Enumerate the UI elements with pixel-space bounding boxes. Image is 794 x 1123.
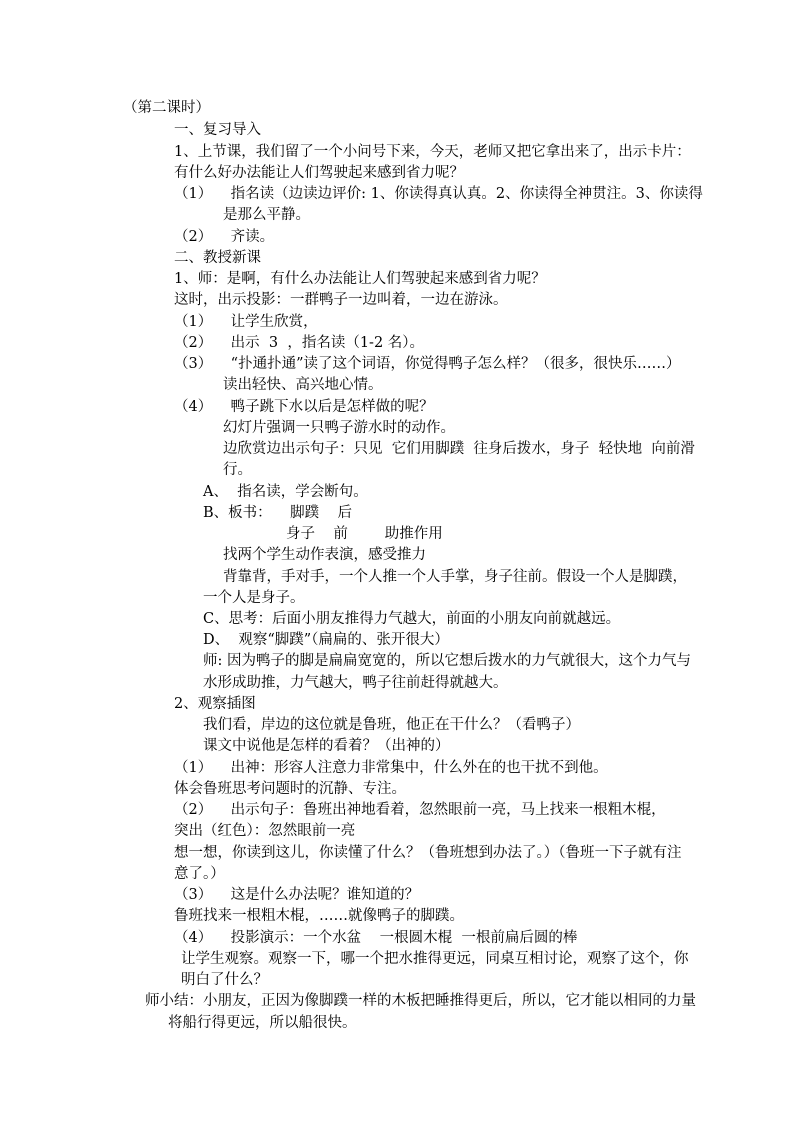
text-line: A、 指名读，学会断句。 xyxy=(203,484,368,500)
text-line: 2、观察插图 xyxy=(174,696,256,712)
text-line: 师: 因为鸭子的脚是扁扁宽宽的，所以它想后拨水的力气就很大，这个力气与 xyxy=(203,653,691,669)
text-line: 将船行得更远，所以船很快。 xyxy=(168,1015,357,1031)
text-line: 读出轻快、高兴地心情。 xyxy=(223,377,383,393)
text-line: 意了。） xyxy=(174,866,225,882)
section-heading-new-lesson: 二、教授新课 xyxy=(174,250,261,266)
text-line: B、板书： 脚蹼 后 xyxy=(203,505,353,521)
text-line: 行。 xyxy=(223,462,252,478)
text-line: 背靠背，手对手，一个人推一个人手掌，身子往前。假设一个人是脚蹼， xyxy=(223,569,687,585)
text-line: D、 观察“脚蹼”（扁扁的、张开很大） xyxy=(203,632,449,648)
text-line: 有什么好办法能让人们驾驶起来感到省力呢？ xyxy=(174,165,464,181)
text-line: 体会鲁班思考问题时的沉静、专注。 xyxy=(174,781,406,797)
text-line: 明白了什么？ xyxy=(181,972,268,988)
text-line: （1） 让学生欣赏， xyxy=(174,314,318,330)
text-line: （1） 指名读（边读边评价: 1、你读得真认真。2、你读得全神贯注。3、你读得 xyxy=(174,186,703,202)
teacher-summary: 师小结：小朋友，正因为像脚蹼一样的木板把睡推得更后，所以，它才能以相同的力量 xyxy=(145,993,696,1009)
text-line: 边欣赏边出示句子：只见 它们用脚蹼 往身后拨水，身子 轻快地 向前滑 xyxy=(223,441,695,457)
text-line: 一个人是身子。 xyxy=(203,590,305,606)
text-line: 鲁班找来一根粗木棍，……就像鸭子的脚蹼。 xyxy=(174,908,464,924)
text-line: 找两个学生动作表演，感受推力 xyxy=(223,547,426,563)
text-line: 是那么平静。 xyxy=(223,207,310,223)
text-line: （2） 出示 3 ，指名读（1-2 名）。 xyxy=(174,335,425,351)
text-line: 我们看，岸边的这位就是鲁班，他正在干什么？（看鸭子） xyxy=(203,717,580,733)
text-line: （4） 投影演示：一个水盆 一根圆木棍 一根前扁后圆的棒 xyxy=(174,930,578,946)
text-line: （4） 鸭子跳下水以后是怎样做的呢？ xyxy=(174,399,434,415)
text-line: （3） 这是什么办法呢？谁知道的？ xyxy=(174,887,420,903)
text-line: （3） “扑通扑通”读了这个词语，你觉得鸭子怎么样？（很多，很快乐……） xyxy=(174,356,681,372)
text-line: 1、师：是啊，有什么办法能让人们驾驶起来感到省力呢？ xyxy=(174,271,546,287)
text-line: （2） 齐读。 xyxy=(174,229,275,245)
text-line: 这时，出示投影：一群鸭子一边叫着，一边在游泳。 xyxy=(174,292,508,308)
text-line: 水形成助推，力气越大，鸭子往前赶得就越大。 xyxy=(203,675,508,691)
text-line: 课文中说他是怎样的看着？（出神的） xyxy=(203,738,450,754)
section-heading-review: 一、复习导入 xyxy=(174,122,261,138)
text-line: （1） 出神：形容人注意力非常集中，什么外在的也干扰不到他。 xyxy=(174,760,608,776)
text-line: 身子 前 助推作用 xyxy=(286,526,443,542)
text-line: （2） 出示句子：鲁班出神地看着，忽然眼前一亮，马上找来一根粗木棍， xyxy=(174,802,666,818)
text-line: 幻灯片强调一只鸭子游水时的动作。 xyxy=(223,420,455,436)
text-line: 让学生观察。观察一下，哪一个把水推得更远，同桌互相讨论，观察了这个，你 xyxy=(181,951,689,967)
text-line: C、思考：后面小朋友推得力气越大，前面的小朋友向前就越远。 xyxy=(203,611,621,627)
text-line: 1、上节课，我们留了一个小问号下来，今天，老师又把它拿出来了，出示卡片： xyxy=(174,144,691,160)
text-line: 想一想，你读到这儿，你读懂了什么？（鲁班想到办法了。）（鲁班一下子就有注 xyxy=(174,845,682,861)
lesson-period-heading: （第二课时） xyxy=(123,100,210,116)
text-line: 突出（红色）：忽然眼前一亮 xyxy=(174,823,356,839)
